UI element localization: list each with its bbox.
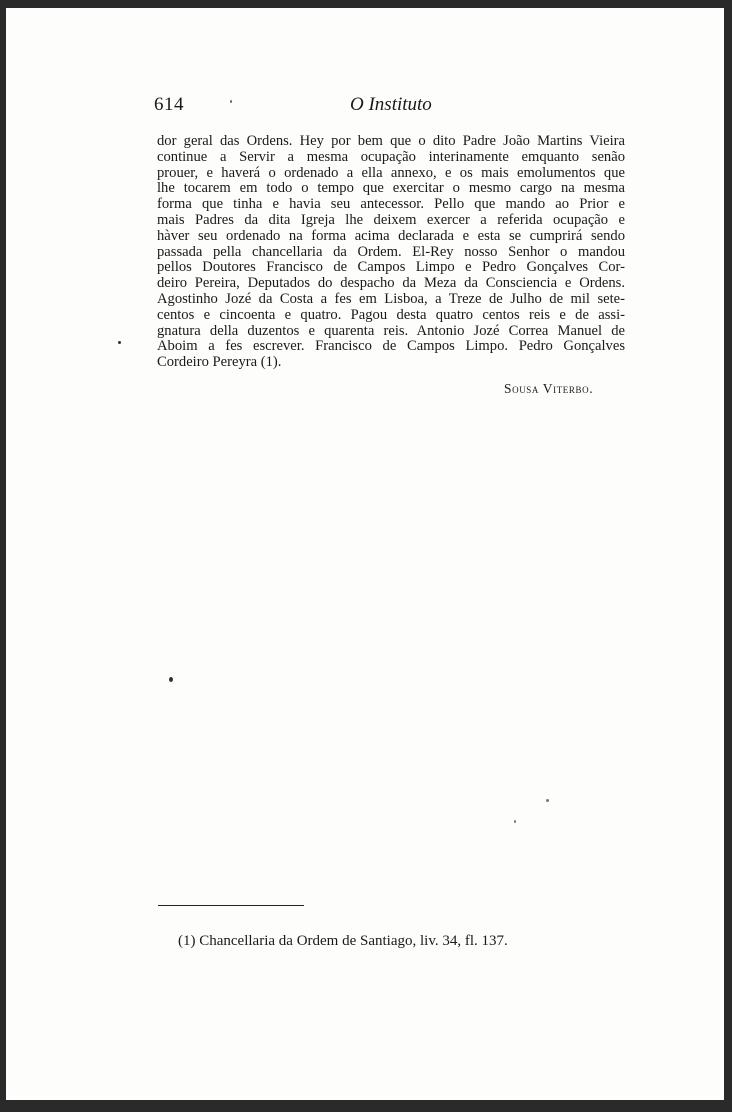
scan-speck xyxy=(546,799,549,802)
text-line: mais Padres da dita Igreja lhe deixem exercer a referida ocupação e xyxy=(157,211,625,228)
body-paragraph xyxy=(157,134,625,371)
text-line: dor geral das Ordens. Hey por bem que o dito Padre João Martins Vieira xyxy=(157,133,625,149)
text-line: Aboim a fes escrever. Francisco de Campos Limpo. Pedro Gonçalves xyxy=(157,338,625,355)
author-signature: Sousa Viterbo. xyxy=(504,381,594,396)
text-line: Cordeiro Pereyra (1). xyxy=(157,354,282,371)
text-line: continue a Servir a mesma ocupação interinamente emquanto senão xyxy=(157,148,625,165)
scan-speck xyxy=(118,341,121,344)
text-line: lhe tocarem em todo o tempo que exercitar o mesmo cargo na mesma xyxy=(157,180,625,197)
footnote-divider xyxy=(158,905,304,906)
text-line: hàver seu ordenado na forma acima declarada e esta se cumprirá sendo xyxy=(157,227,625,244)
text-line: centos e cincoenta e quatro. Pagou desta quatro centos reis e de assi- xyxy=(157,306,625,323)
footnote: (1) Chancellaria da Ordem de Santiago, liv. 34, fl. 137. xyxy=(178,933,508,949)
scan-speck xyxy=(230,100,232,103)
text-line: gnatura della duzentos e quarenta reis. Antonio Jozé Correa Manuel de xyxy=(157,322,625,339)
text-line: prouer, e haverá o ordenado a ella annexo, e os mais emolumentos que xyxy=(157,164,625,181)
page-number: 614 xyxy=(154,94,184,115)
text-line: forma que tinha e havia seu antecessor. Pello que mando ao Prior e xyxy=(157,196,625,213)
text-line: Agostinho Jozé da Costa a fes em Lisboa, a Treze de Julho de mil sete- xyxy=(157,290,625,307)
running-title: O Instituto xyxy=(350,94,432,115)
page-header xyxy=(154,94,624,122)
text-line: pellos Doutores Francisco de Campos Limpo e Pedro Gonçalves Cor- xyxy=(157,259,625,276)
scan-speck xyxy=(169,677,173,682)
text-line: deiro Pereira, Deputados do despacho da Meza da Consciencia e Ordens. xyxy=(157,275,625,292)
scan-speck xyxy=(514,820,516,823)
book-page xyxy=(6,8,724,1100)
text-line: passada pella chancellaria da Ordem. El-Rey nosso Senhor o mandou xyxy=(157,243,625,260)
